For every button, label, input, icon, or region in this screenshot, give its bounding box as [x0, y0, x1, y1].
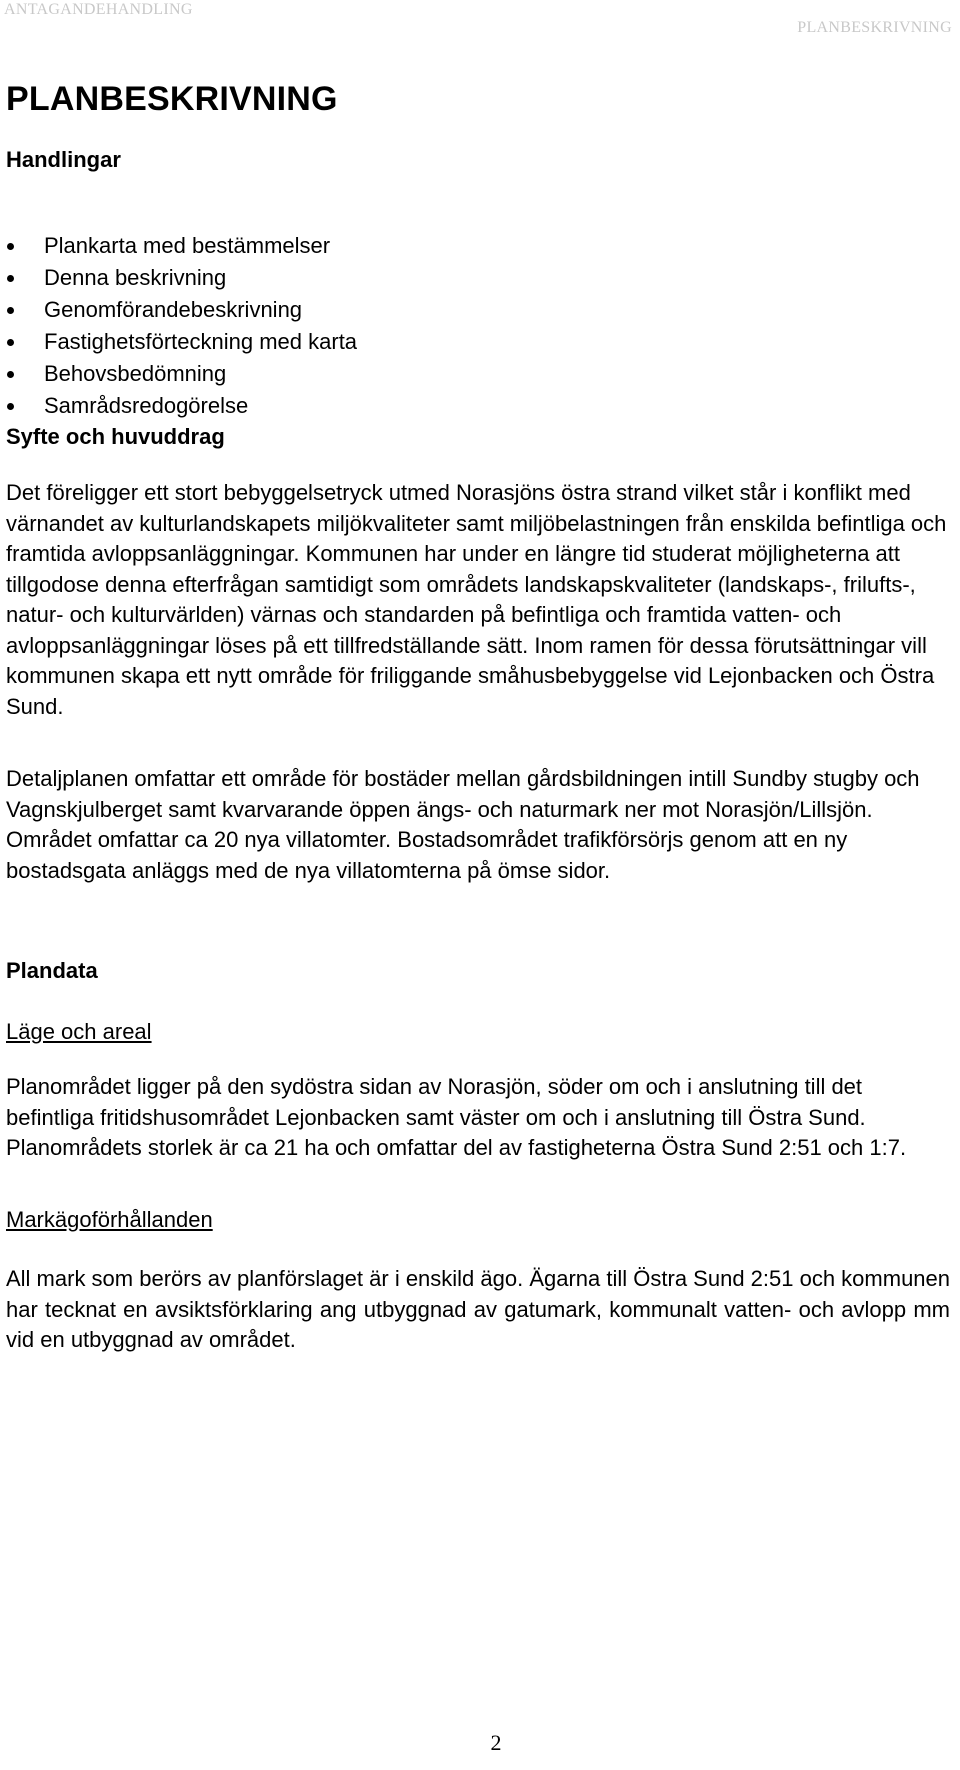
page-number: 2	[490, 1730, 502, 1755]
list-item-label: Fastighetsförteckning med karta	[44, 329, 358, 354]
handlingar-list	[6, 230, 357, 422]
list-item	[6, 230, 357, 262]
header-document-type: PLANBESKRIVNING	[797, 19, 952, 36]
subheading-lage-och-areal: Läge och areal	[6, 1019, 152, 1044]
syfte-paragraph-2: Detaljplanen omfattar ett område för bostäder mellan gårdsbildningen intill Sundby stugby och Vagnskjulberget samt kvarvarande öppen ängs- och naturmark ner mot Norasjön/Lillsjön. Området omfattar ca 20 nya villatomter. Bostadsområdet trafikförsörjs genom att en ny bostadsgata anläggs med de nya villatomterna på ömse sidor.	[6, 766, 920, 883]
heading-plandata: Plandata	[6, 958, 98, 983]
subheading-markagoforhallanden: Markägoförhållanden	[6, 1207, 213, 1232]
list-item	[6, 326, 357, 358]
list-item	[6, 294, 357, 326]
mark-paragraph: All mark som berörs av planförslaget är i enskild ägo. Ägarna till Östra Sund 2:51 och kommunen har tecknat en avsiktsförklaring ang utbyggnad av gatumark, kommunalt vatten- och avlopp mm vid en utbyggnad av området.	[6, 1266, 951, 1352]
list-item-label: Behovsbedömning	[44, 361, 227, 386]
list-item-label: Denna beskrivning	[44, 265, 227, 290]
bullet-icon	[7, 307, 14, 314]
heading-handlingar: Handlingar	[6, 147, 121, 172]
page-title: PLANBESKRIVNING	[6, 80, 338, 118]
heading-syfte: Syfte och huvuddrag	[6, 424, 225, 449]
list-item	[6, 358, 357, 390]
list-item-label: Genomförandebeskrivning	[44, 297, 303, 322]
running-header	[0, 0, 960, 36]
header-document-status: ANTAGANDEHANDLING	[4, 1, 193, 18]
syfte-paragraph-1: Det föreligger ett stort bebyggelsetryck utmed Norasjöns östra strand vilket står i konflikt med värnandet av kulturlandskapets miljökvaliteter samt miljöbelastningen från enskilda befintliga och framtida avloppsanläggningar. Kommunen har under en längre tid studerat möjligheterna att tillgodose denna efterfrågan samtidigt som områdets landskapskvaliteter (landskaps-, frilufts-, natur- och kulturvärlden) värnas och standarden på befintliga och framtida vatten- och avloppsanläggningar löses på ett tillfredställande sätt. Inom ramen för dessa förutsättningar vill kommunen skapa ett nytt område för friliggande småhusbebyggelse vid Lejonbacken och Östra Sund.	[6, 480, 947, 719]
list-item	[6, 390, 357, 422]
bullet-icon	[7, 243, 14, 250]
list-item-label: Plankarta med bestämmelser	[44, 233, 331, 258]
bullet-icon	[7, 275, 14, 282]
list-item	[6, 262, 357, 294]
lage-paragraph: Planområdet ligger på den sydöstra sidan av Norasjön, söder om och i anslutning till det befintliga fritidshusområdet Lejonbacken samt väster om och i anslutning till Östra Sund. Planområdets storlek är ca 21 ha och omfattar del av fastigheterna Östra Sund 2:51 och 1:7.	[6, 1074, 907, 1160]
bullet-icon	[7, 371, 14, 378]
bullet-icon	[7, 403, 14, 410]
list-item-label: Samrådsredogörelse	[44, 393, 249, 418]
bullet-icon	[7, 339, 14, 346]
